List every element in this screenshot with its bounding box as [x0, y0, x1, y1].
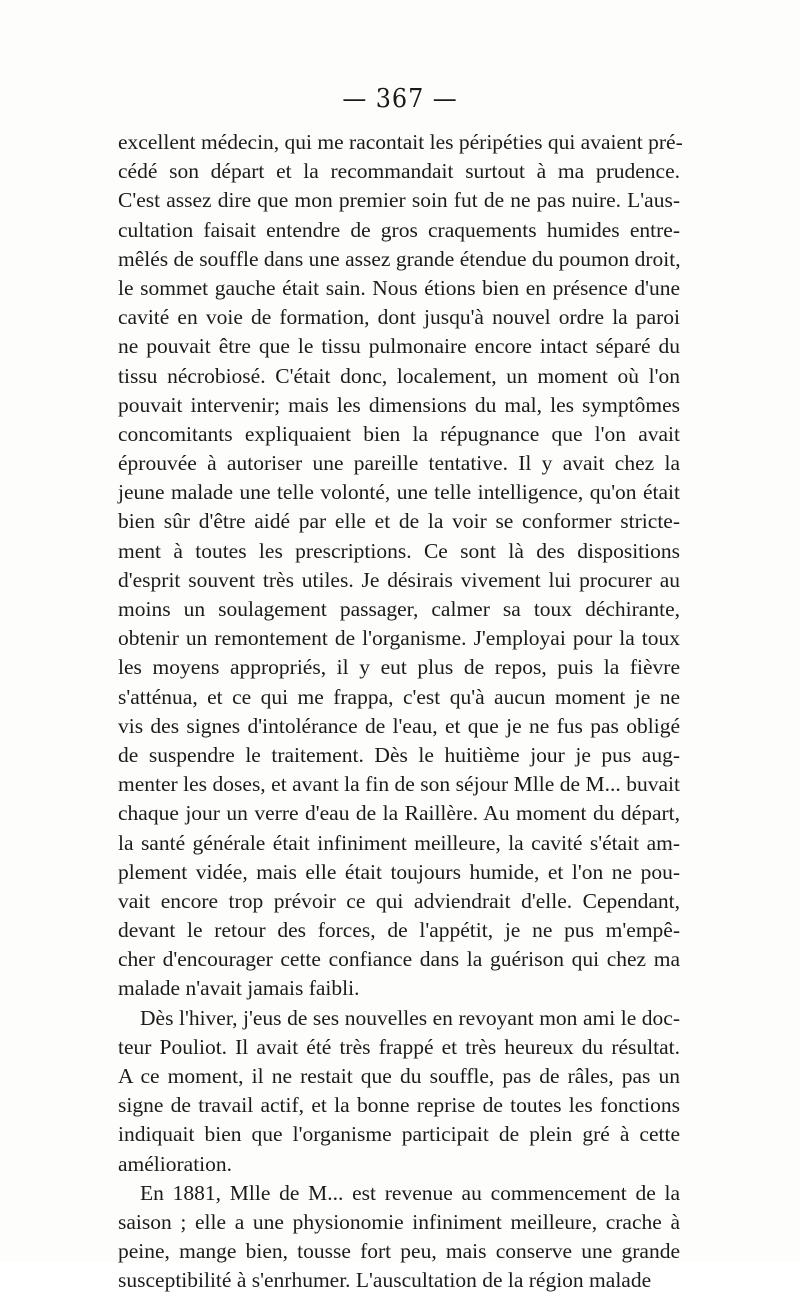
text-line: concomitants expliquaient bien la répugnance que l'on avait	[118, 421, 680, 446]
text-line: peine, mange bien, tousse fort peu, mais conserve une grande	[118, 1239, 680, 1264]
text-line: susceptibilité à s'enrhumer. L'auscultation de la région malade	[118, 1268, 652, 1293]
text-line: bien sûr d'être aidé par elle et de la voir se conformer stricte-	[118, 509, 680, 534]
text-line: ne pouvait être que le tissu pulmonaire encore intact séparé du	[118, 334, 680, 359]
text-line: cédé son départ et la recommandait surtout à ma prudence.	[118, 159, 680, 184]
text-line: éprouvée à autoriser une pareille tentative. Il y avait chez la	[118, 451, 680, 476]
text-line: moins un soulagement passager, calmer sa toux déchirante,	[118, 597, 680, 621]
text-line: Dès l'hiver, j'eus de ses nouvelles en revoyant mon ami le doc-	[140, 1005, 680, 1030]
text-line: amélioration.	[118, 1151, 233, 1176]
text-line: vis des signes d'intolérance de l'eau, et que je ne fus pas obligé	[118, 713, 680, 738]
text-line: indiquait bien que l'organisme participait de plein gré à cette	[118, 1122, 680, 1147]
page-number: — 367 —	[342, 84, 458, 114]
text-line: pouvait intervenir; mais les dimensions du mal, les symptômes	[118, 392, 680, 417]
paragraph-1	[118, 128, 683, 1004]
text-line: vait encore trop prévoir ce qui adviendrait d'elle. Cependant,	[118, 888, 680, 913]
text-line: les moyens appropriés, il y eut plus de repos, puis la fièvre	[118, 655, 680, 680]
text-line: d'esprit souvent très utiles. Je désirais vivement lui procurer au	[118, 567, 680, 592]
text-line: devant le retour des forces, de l'appétit, je ne pus m'empê-	[118, 918, 680, 943]
text-line: plement vidée, mais elle était toujours humide, et l'on ne pou-	[118, 859, 680, 884]
paragraph-2	[118, 1004, 680, 1179]
body-text	[118, 128, 683, 1296]
text-line: saison ; elle a une physionomie infiniment meilleure, crache à	[118, 1209, 680, 1234]
text-line: ment à toutes les prescriptions. Ce sont là des dispositions	[118, 538, 680, 563]
text-line: le sommet gauche était sain. Nous étions bien en présence d'une	[118, 275, 680, 300]
text-line: cultation faisait entendre de gros craquements humides entre-	[118, 217, 680, 242]
text-line: teur Pouliot. Il avait été très frappé et très heureux du résultat.	[118, 1034, 680, 1059]
text-line: En 1881, Mlle de M... est revenue au commencement de la	[140, 1180, 680, 1205]
text-line: malade n'avait jamais faibli.	[118, 976, 360, 1001]
text-line: de suspendre le traitement. Dès le huitième jour je pus aug-	[118, 742, 680, 767]
text-line: jeune malade une telle volonté, une telle intelligence, qu'on était	[118, 480, 680, 505]
text-line: menter les doses, et avant la fin de son séjour Mlle de M... buvait	[118, 772, 680, 797]
text-line: mêlés de souffle dans une assez grande étendue du poumon droit,	[118, 246, 681, 271]
text-line: tissu nécrobiosé. C'était donc, localement, un moment où l'on	[118, 363, 680, 388]
text-line: obtenir un remontement de l'organisme. J'employai pour la toux	[118, 626, 680, 651]
text-line: C'est assez dire que mon premier soin fut de ne pas nuire. L'aus-	[118, 188, 680, 213]
text-line: cavité en voie de formation, dont jusqu'à nouvel ordre la paroi	[118, 305, 680, 330]
text-line: A ce moment, il ne restait que du souffle, pas de râles, pas un	[118, 1064, 680, 1088]
text-line: excellent médecin, qui me racontait les péripéties qui avaient pré-	[118, 130, 683, 154]
text-line: s'atténua, et ce qui me frappa, c'est qu'à aucun moment je ne	[118, 684, 680, 709]
text-line: signe de travail actif, et la bonne reprise de toutes les fonctions	[118, 1093, 680, 1118]
text-line: la santé générale était infiniment meilleure, la cavité s'était am-	[118, 830, 680, 855]
text-line: cher d'encourager cette confiance dans la guérison qui chez ma	[118, 947, 680, 972]
text-line: chaque jour un verre d'eau de la Raillère. Au moment du départ,	[118, 801, 680, 826]
paragraph-3	[118, 1179, 680, 1296]
